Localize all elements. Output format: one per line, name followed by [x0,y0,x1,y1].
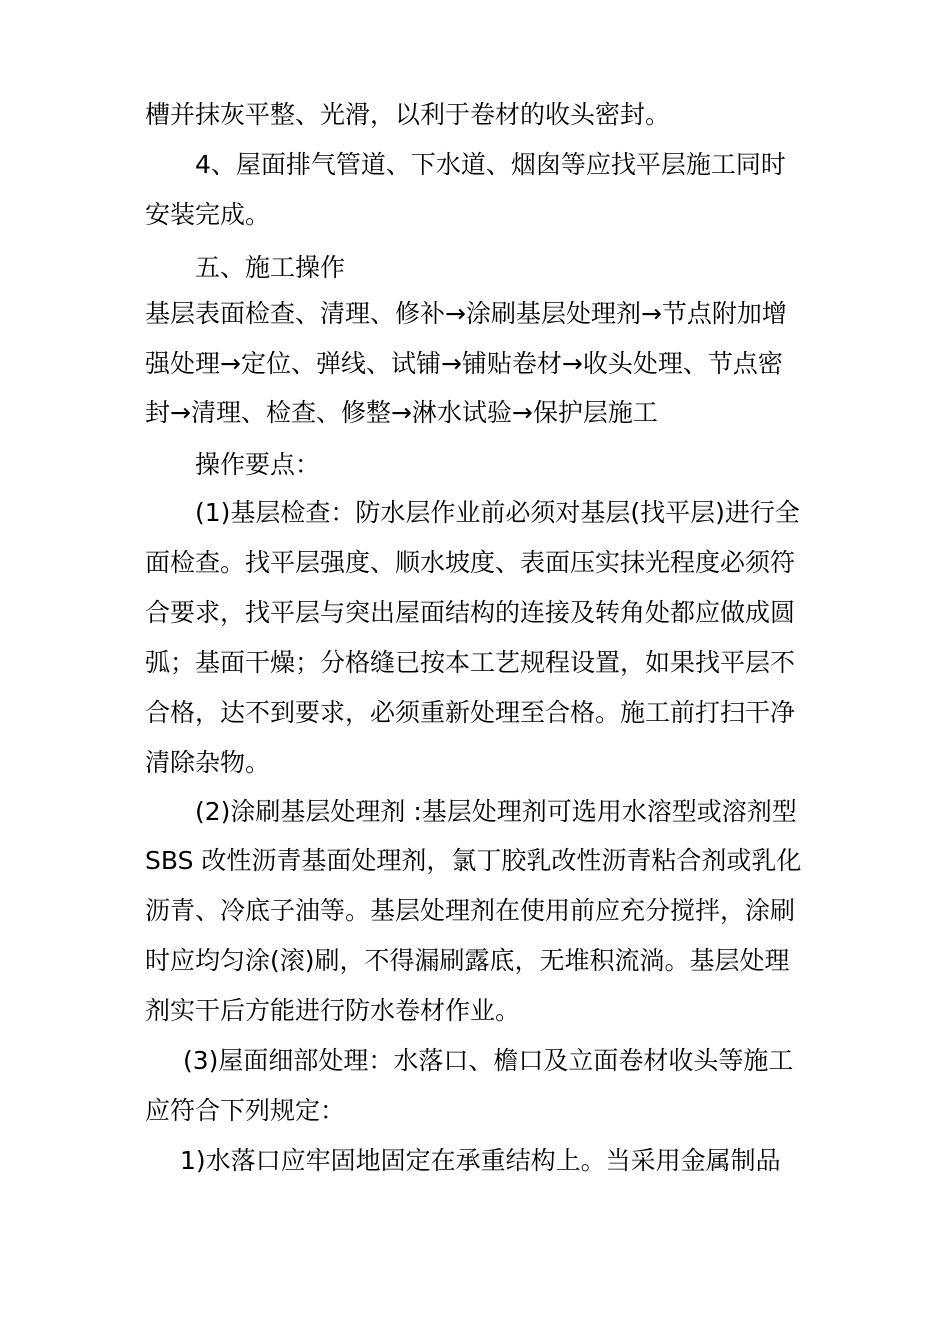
text-line: 强处理→定位、弹线、试铺→铺贴卷材→收头处理、节点密 [145,349,783,378]
text-line: 封→清理、检查、修整→淋水试验→保护层施工 [145,398,658,427]
text-line: 弧；基面干燥；分格缝已按本工艺规程设置，如果找平层不 [145,648,796,677]
text-line: 槽并抹灰平整、光滑，以利于卷材的收头密封。 [145,100,671,129]
text-line: 合格，达不到要求，必须重新处理至合格。施工前打扫干净 [145,698,796,727]
text-line: 1)水落口应牢固地固定在承重结构上。当采用金属制品 [180,1146,781,1175]
text-line: 安装完成。 [145,200,271,229]
text-line: 应符合下列规定： [145,1096,346,1125]
section-heading: 五、施工操作 [195,253,346,282]
text-line: (2)涂刷基层处理剂 :基层处理剂可选用水溶型或溶剂型 [195,797,797,826]
text-line: 剂实干后方能进行防水卷材作业。 [145,996,521,1025]
text-line: 清除杂物。 [145,748,271,777]
text-line: (1)基层检查：防水层作业前必须对基层(找平层)进行全 [195,498,800,527]
text-line: 面检查。找平层强度、顺水坡度、表面压实抹光程度必须符 [145,548,796,577]
text-line: SBS 改性沥青基面处理剂，氯丁胶乳改性沥青粘合剂或乳化 [145,846,802,875]
text-line: 4、屋面排气管道、下水道、烟囱等应找平层施工同时 [195,150,786,179]
text-line: 操作要点： [195,450,321,479]
text-line: 时应均匀涂(滚)刷，不得漏刷露底，无堆积流淌。基层处理 [145,946,790,975]
text-line: 基层表面检查、清理、修补→涂刷基层处理剂→节点附加增 [145,299,787,328]
text-line: 沥青、冷底子油等。基层处理剂在使用前应充分搅拌，涂刷 [145,896,796,925]
text-line: 合要求，找平层与突出屋面结构的连接及转角处都应做成圆 [145,598,796,627]
text-line: (3)屋面细部处理：水落口、檐口及立面卷材收头等施工 [183,1046,794,1075]
